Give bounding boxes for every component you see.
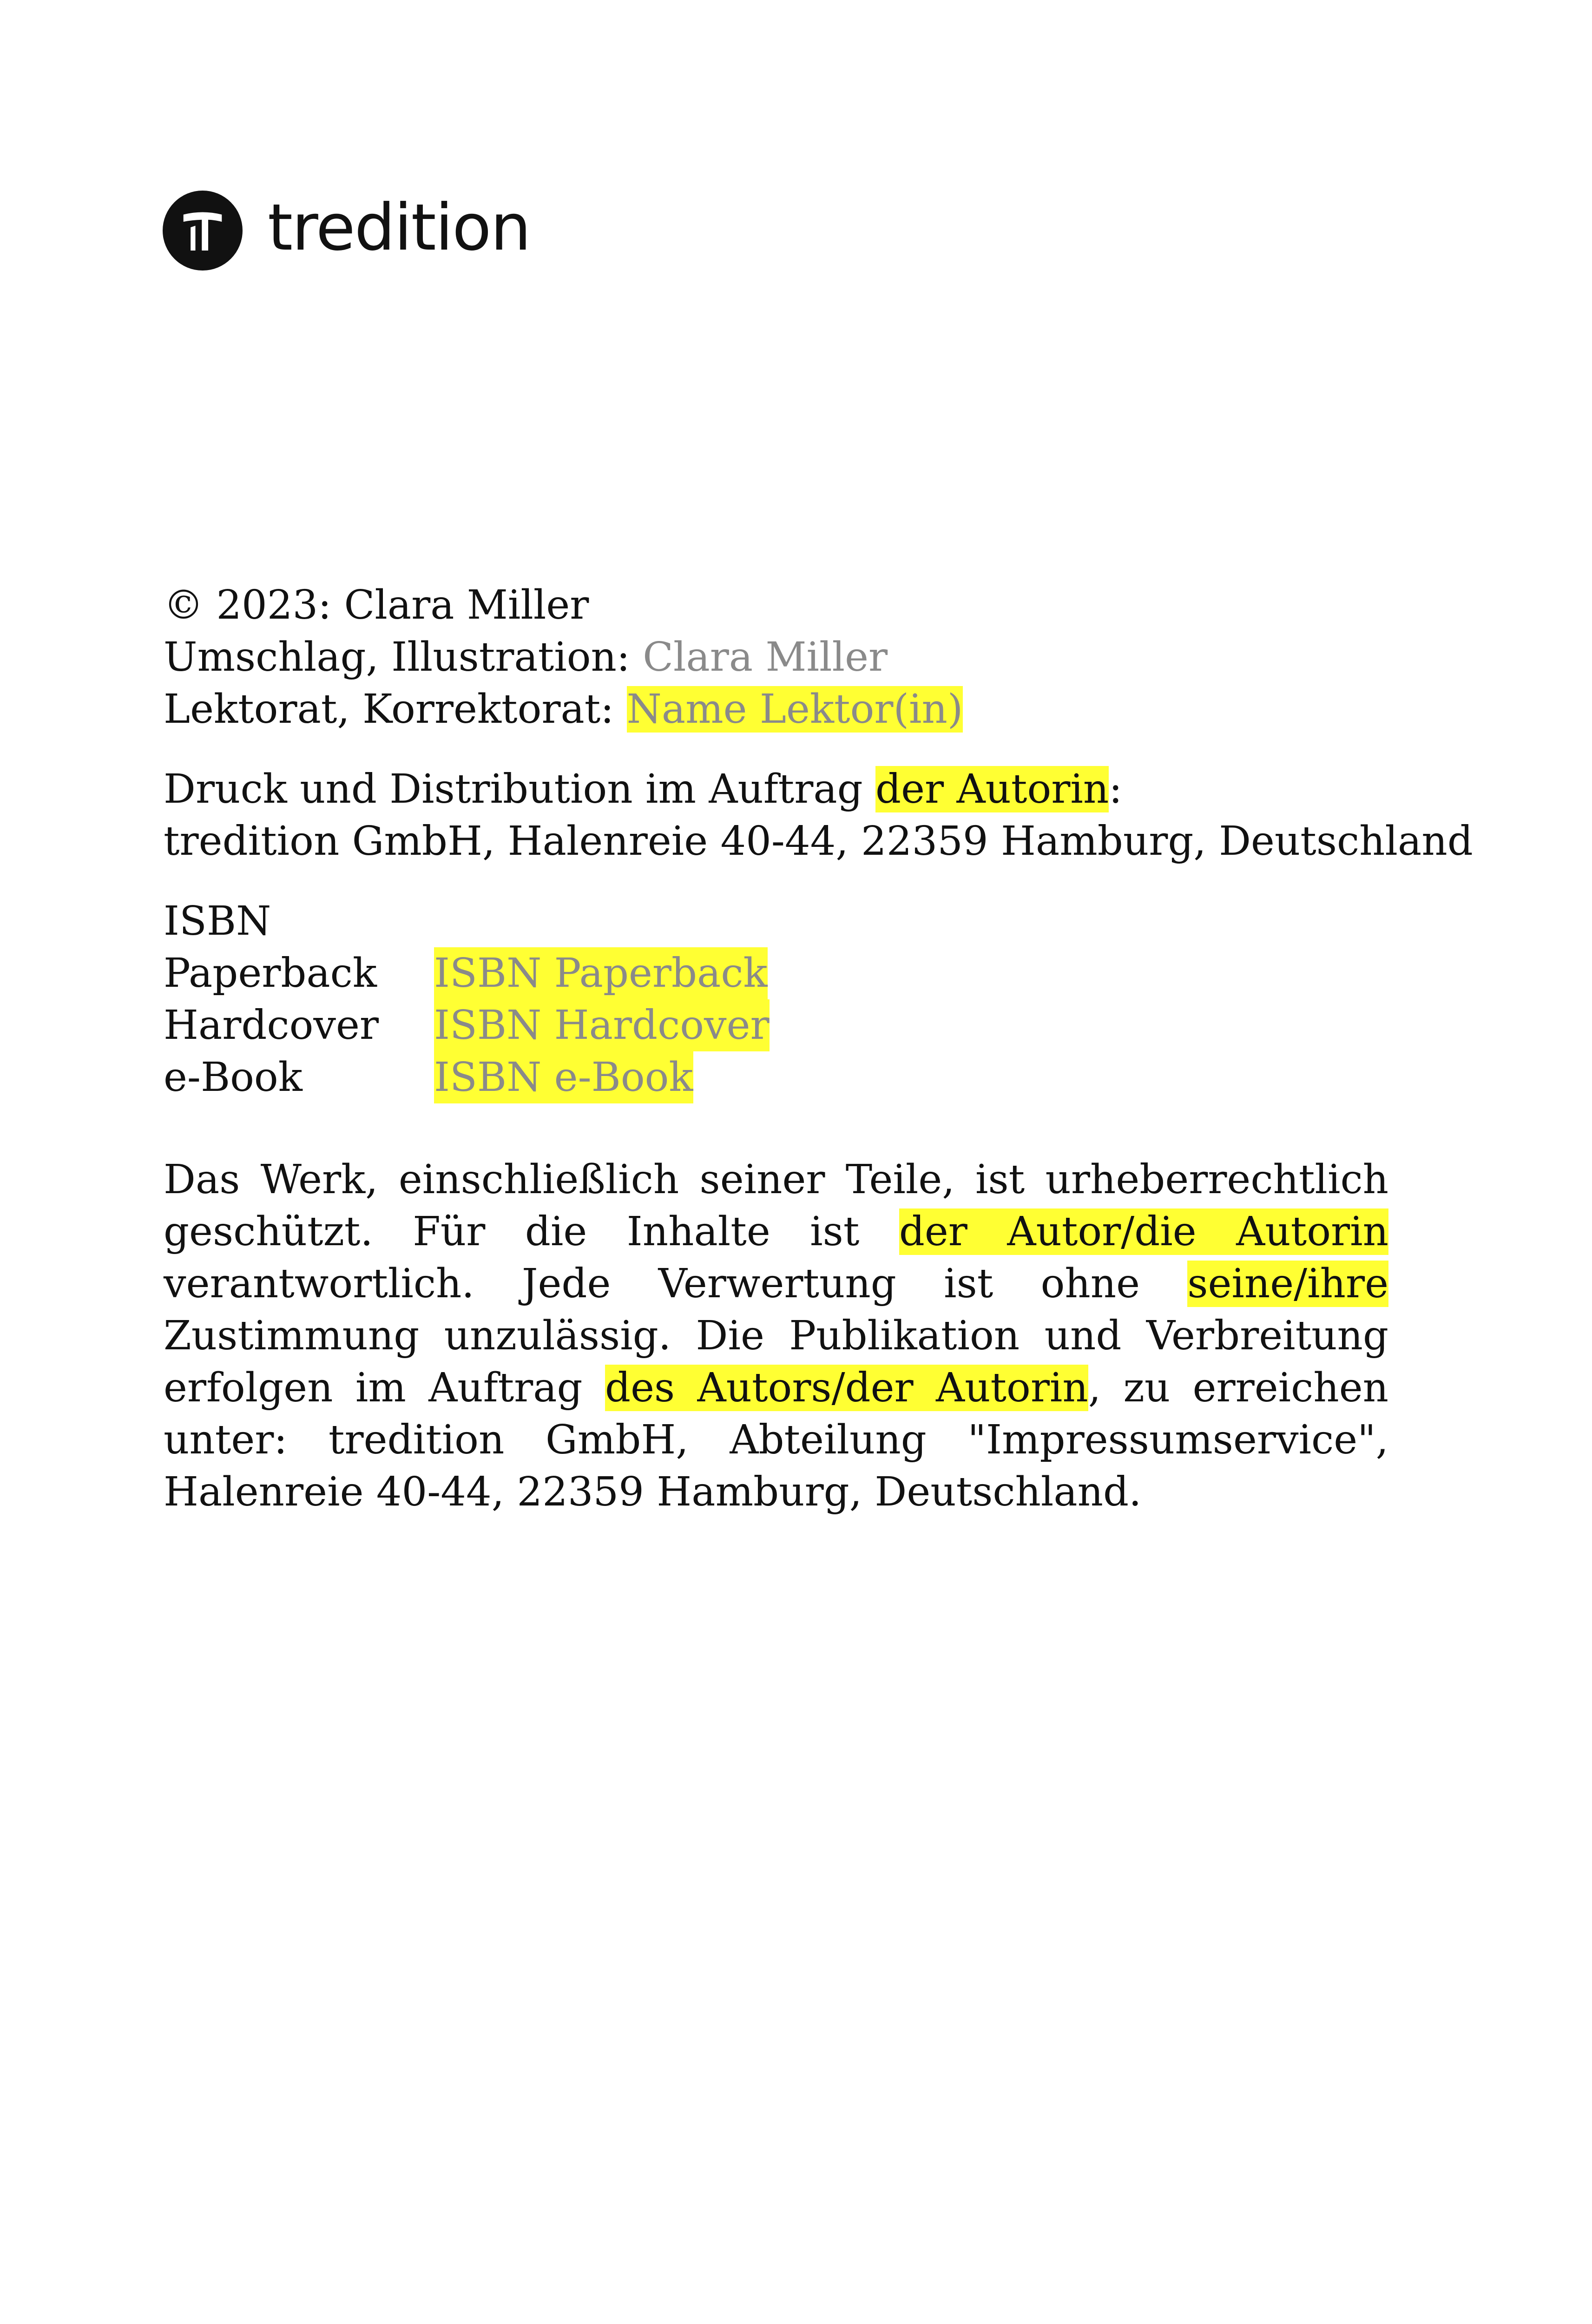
isbn-label: e-Book	[164, 1054, 303, 1101]
cover-label: Umschlag, Illustration:	[164, 634, 643, 680]
cover-value: Clara Miller	[643, 634, 888, 680]
legal-paragraph	[164, 1154, 1388, 1518]
isbn-value-placeholder: ISBN Hardcover	[434, 999, 770, 1051]
cover-line	[164, 631, 1388, 683]
credits-block	[164, 579, 1388, 735]
legal-text-3: Zustimmung unzulässig. Die Publikation und Verbreitung erfolgen im Auftrag	[164, 1313, 1388, 1411]
isbn-label: Paperback	[164, 950, 377, 997]
isbn-row-ebook	[164, 1051, 1388, 1103]
imprint-text	[164, 579, 1473, 1518]
copyright-line: © 2023: Clara Miller	[164, 582, 589, 628]
isbn-row-hardcover	[164, 999, 1388, 1051]
legal-highlight-1: der Autor/die Autorin	[899, 1208, 1388, 1255]
isbn-row-paperback	[164, 947, 1388, 999]
isbn-value-placeholder: ISBN e-Book	[434, 1051, 693, 1103]
editing-label: Lektorat, Korrektorat:	[164, 686, 627, 733]
distribution-prefix: Druck und Distribution im Auftrag	[164, 766, 876, 812]
legal-text-1: Das Werk, einschließlich seiner Teile, ist urheberrechtlich geschützt. Für die Inhalte ist	[164, 1156, 1388, 1255]
legal-text-4: , zu erreichen unter: tredition GmbH, Abteilung "Impressumservice", Halenreie 40-44, 22359 Hamburg, Deutschland.	[164, 1365, 1388, 1515]
distribution-block	[164, 763, 1473, 867]
distribution-highlight: der Autorin	[875, 766, 1109, 812]
editing-line	[164, 683, 1388, 735]
isbn-label: Hardcover	[164, 1002, 379, 1049]
legal-text-2: verantwortlich. Jede Verwertung ist ohne	[164, 1261, 1188, 1307]
isbn-heading: ISBN	[164, 898, 271, 944]
distribution-line-2: tredition GmbH, Halenreie 40-44, 22359 Hamburg, Deutschland	[164, 818, 1473, 865]
publisher-logo	[163, 190, 530, 271]
isbn-value-placeholder: ISBN Paperback	[434, 947, 768, 999]
legal-highlight-3: des Autors/der Autorin	[605, 1365, 1088, 1411]
distribution-suffix: :	[1109, 766, 1123, 812]
isbn-block	[164, 895, 1388, 1103]
logo-wordmark: tredition	[268, 190, 530, 265]
distribution-line-1	[164, 763, 1388, 815]
tredition-logo-icon	[163, 191, 243, 271]
legal-highlight-2: seine/ihre	[1187, 1261, 1388, 1307]
editing-value-placeholder: Name Lektor(in)	[626, 686, 963, 733]
